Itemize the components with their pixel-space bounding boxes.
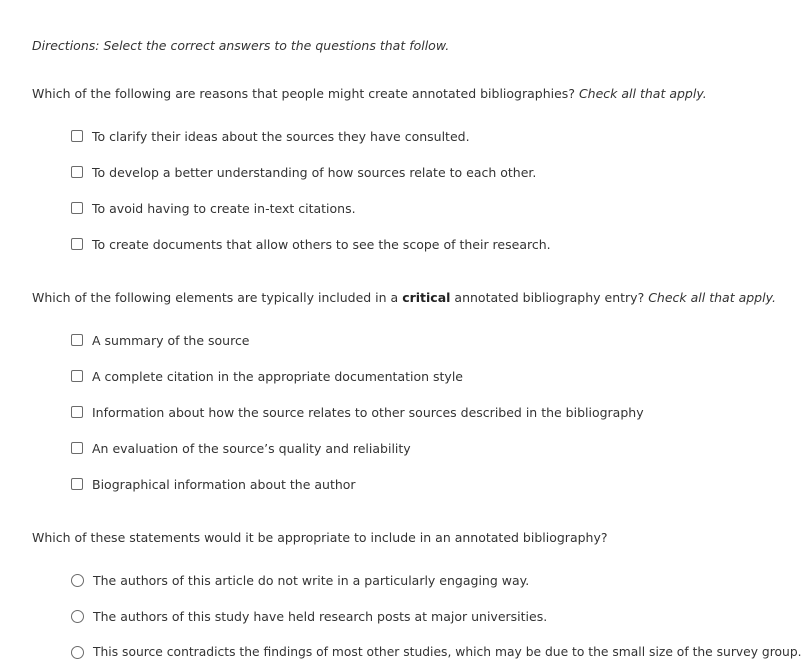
question-3-prompt: [32, 530, 608, 545]
q3-option-1-label: The authors of this article do not write in a particularly engaging way.: [93, 572, 530, 588]
question-1-prompt: [32, 86, 707, 101]
question-3-text: Which of these statements would it be appropriate to include in an annotated bibliography?: [32, 530, 608, 545]
q1-option-2[interactable]: [71, 163, 536, 181]
question-2-prompt: [32, 290, 776, 305]
q2-option-3[interactable]: [71, 403, 644, 421]
radio-button[interactable]: [71, 646, 84, 659]
question-2-text-bold: critical: [402, 290, 451, 305]
q3-option-1[interactable]: [71, 571, 529, 589]
question-2-text-before: Which of the following elements are typically included in a: [32, 290, 399, 305]
q3-option-2-label: The authors of this study have held research posts at major universities.: [93, 608, 548, 624]
question-2-text-after: annotated bibliography entry?: [454, 290, 645, 305]
q3-option-2[interactable]: [71, 607, 547, 625]
q2-option-2[interactable]: [71, 367, 463, 385]
radio-button[interactable]: [71, 574, 84, 587]
q1-option-4-label: To create documents that allow others to see the scope of their research.: [92, 236, 551, 252]
checkbox[interactable]: [71, 370, 83, 382]
q2-option-4[interactable]: [71, 439, 411, 457]
q2-option-3-label: Information about how the source relates to other sources described in the bibliography: [92, 404, 644, 420]
q2-option-1-label: A summary of the source: [92, 332, 250, 348]
q1-option-3-label: To avoid having to create in-text citations.: [92, 200, 356, 216]
q3-option-3[interactable]: [71, 643, 802, 661]
checkbox[interactable]: [71, 202, 83, 214]
q2-option-1[interactable]: [71, 331, 250, 349]
q2-option-4-label: An evaluation of the source’s quality and reliability: [92, 440, 411, 456]
radio-button[interactable]: [71, 610, 84, 623]
q1-option-4[interactable]: [71, 235, 551, 253]
q2-option-2-label: A complete citation in the appropriate documentation style: [92, 368, 463, 384]
question-1-instruction: Check all that apply.: [578, 86, 707, 101]
q1-option-1-label: To clarify their ideas about the sources they have consulted.: [92, 128, 470, 144]
checkbox[interactable]: [71, 334, 83, 346]
checkbox[interactable]: [71, 406, 83, 418]
q1-option-1[interactable]: [71, 127, 470, 145]
checkbox[interactable]: [71, 130, 83, 142]
q1-option-2-label: To develop a better understanding of how sources relate to each other.: [92, 164, 537, 180]
q2-option-5-label: Biographical information about the author: [92, 476, 356, 492]
q3-option-3-label: This source contradicts the findings of most other studies, which may be due to the small size of the survey group.: [93, 645, 802, 659]
checkbox[interactable]: [71, 238, 83, 250]
checkbox[interactable]: [71, 166, 83, 178]
question-2-instruction: Check all that apply.: [648, 290, 776, 305]
checkbox[interactable]: [71, 478, 83, 490]
checkbox[interactable]: [71, 442, 83, 454]
question-1-text: Which of the following are reasons that people might create annotated bibliographies?: [32, 86, 575, 101]
directions-text: Directions: Select the correct answers to the questions that follow.: [32, 38, 450, 53]
q2-option-5[interactable]: [71, 475, 356, 493]
q1-option-3[interactable]: [71, 199, 356, 217]
